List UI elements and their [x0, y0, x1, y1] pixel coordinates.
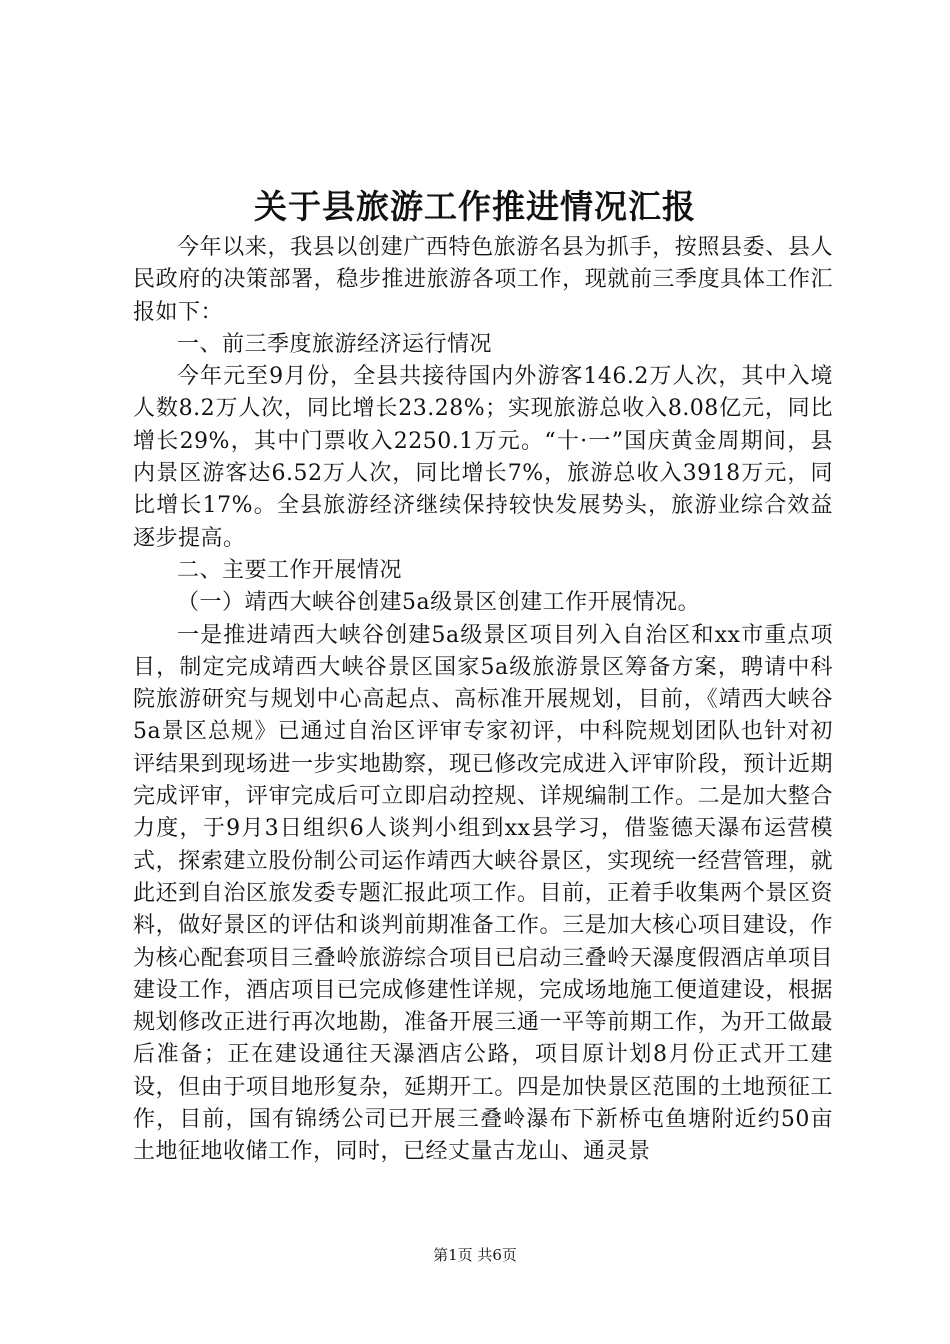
paragraph-canyon-work: 一是推进靖西大峡谷创建5a级景区项目列入自治区和xx市重点项目，制定完成靖西大峡谷景区国家5a级旅游景区筹备方案，聘请中科院旅游研究与规划中心高起点、高标准开展规划，目前，《靖西大峡谷5a景区总规》已通过自治区评审专家初评，中科院规划团队也针对初评结果到现场进一步实地勘察，现已修改完成进入评审阶段，预计近期完成评审，评审完成后可立即启动控规、详规编制工作。二是加大整合力度，于9月3日组织6人谈判小组到xx县学习，借鉴德天瀑布运营模式，探索建立股份制公司运作靖西大峡谷景区，实现统一经营管理，就此还到自治区旅发委专题汇报此项工作。目前，正着手收集两个景区资料，做好景区的评估和谈判前期准备工作。三是加大核心项目建设，作为核心配套项目三叠岭旅游综合项目已启动三叠岭天瀑度假酒店单项目建设工作，酒店项目已完成修建性详规，完成场地施工便道建设，根据规划修改正进行再次地勘，准备开展三通一平等前期工作，为开工做最后准备；正在建设通往天瀑酒店公路，项目原计划8月份正式开工建设，但由于项目地形复杂，延期开工。四是加快景区范围的土地预征工作，目前，国有锦绣公司已开展三叠岭瀑布下新桥屯鱼塘附近约50亩土地征地收储工作，同时，已经丈量古龙山、通灵景 [133, 622, 833, 1165]
document-title: 关于县旅游工作推进情况汇报 [254, 187, 696, 226]
paragraph-intro: 今年以来，我县以创建广西特色旅游名县为抓手，按照县委、县人民政府的决策部署，稳步推进旅游各项工作，现就前三季度具体工作汇报如下： [133, 235, 833, 325]
section-heading-1: 一、前三季度旅游经济运行情况 [177, 331, 493, 357]
document-body [133, 232, 833, 1169]
subsection-heading-1: （一）靖西大峡谷创建5a级景区创建工作开展情况。 [177, 590, 701, 616]
page-number-footer: 第1页 共6页 [433, 1246, 517, 1264]
section-heading-2: 二、主要工作开展情况 [177, 557, 403, 583]
paragraph-economy: 今年元至9月份，全县共接待国内外游客146.2万人次，其中入境人数8.2万人次，同比增长23.28%；实现旅游总收入8.08亿元，同比增长29%，其中门票收入2250.1万元。“十·一”国庆黄金周期间，县内景区游客达6.52万人次，同比增长7%，旅游总收入3918万元，同比增长17%。全县旅游经济继续保持较快发展势头，旅游业综合效益逐步提高。 [133, 364, 833, 551]
